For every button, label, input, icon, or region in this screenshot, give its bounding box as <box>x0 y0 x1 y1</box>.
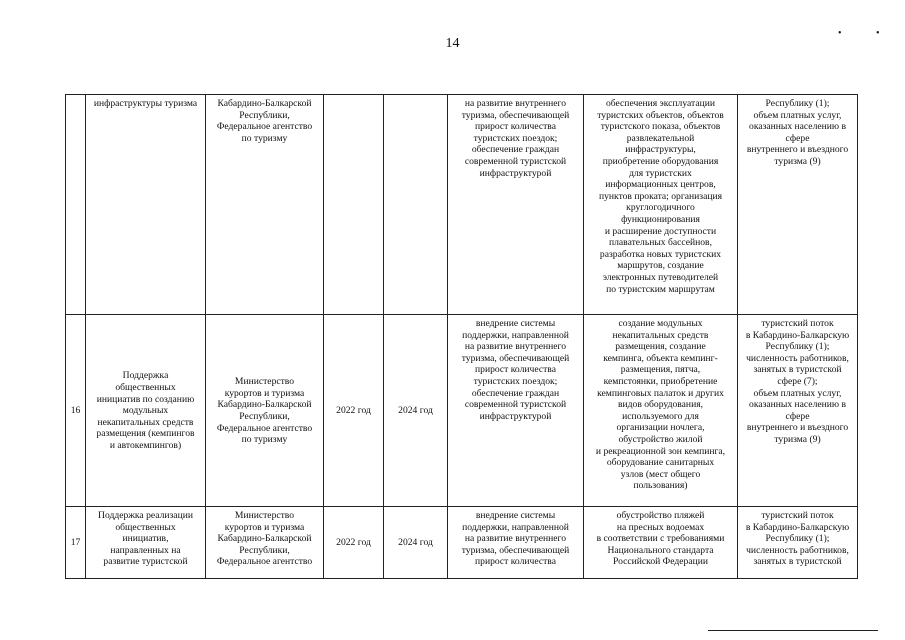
table-row <box>66 507 858 579</box>
corner-mark: • <box>838 28 842 39</box>
end-year-cell: 2024 год <box>384 315 448 507</box>
start-year-cell: 2022 год <box>324 507 384 579</box>
row-number-cell: 17 <box>66 507 86 579</box>
start-year-cell: 2022 год <box>324 315 384 507</box>
indicators-cell: туристский поток в Кабардино-Балкарскую Республику (1); численность работников, занятых в туристской <box>738 507 858 579</box>
indicators-cell: туристский поток в Кабардино-Балкарскую Республику (1); численность работников, занятых в туристской сфере (7); объем платных услуг, оказанных населению в сфере внутреннего и въездного туризма (9) <box>738 315 858 507</box>
activities-cell: создание модульных некапитальных средств размещения, создание кемпинга, объекта кемпинг- размещения, пятча, кемпстоянки, приобретение кемпинговых палаток и других видов оборудования, используемого для организации ночлега, обустройство жилой и рекреационной зон кемпинга, оборудование санитарных узлов (мест общего пользования) <box>584 315 738 507</box>
measure-name-cell: Поддержка общественных инициатив по созданию модульных некапитальных средств размещения (кемпингов и автокемпингов) <box>86 315 206 507</box>
table-row <box>66 95 858 315</box>
executor-cell: Министерство курортов и туризма Кабардино-Балкарской Республики, Федеральное агентство <box>206 507 324 579</box>
measure-name-cell: Поддержка реализации общественных инициатив, направленных на развитие туристской <box>86 507 206 579</box>
activities-cell: обустройство пляжей на пресных водоемах в соответствии с требованиями Национального стандарта Российской Федерации <box>584 507 738 579</box>
start-year-cell <box>324 95 384 315</box>
footer-line <box>708 630 878 631</box>
row-number-cell: 16 <box>66 315 86 507</box>
end-year-cell <box>384 95 448 315</box>
direct-result-cell: на развитие внутреннего туризма, обеспечивающей прирост количества туристских поездок; обеспечение граждан современной туристской инфраструктурой <box>448 95 584 315</box>
page-number: 14 <box>445 36 460 51</box>
indicators-cell: Республику (1); объем платных услуг, оказанных населению в сфере внутреннего и въездного туризма (9) <box>738 95 858 315</box>
executor-cell: Кабардино-Балкарской Республики, Федеральное агентство по туризму <box>206 95 324 315</box>
corner-mark: • <box>876 28 880 39</box>
table-row <box>66 315 858 507</box>
measures-table <box>65 94 858 579</box>
executor-cell: Министерство курортов и туризма Кабардино-Балкарской Республики, Федеральное агентство по туризму <box>206 315 324 507</box>
direct-result-cell: внедрение системы поддержки, направленной на развитие внутреннего туризма, обеспечивающей прирост количества туристских поездок; обеспечение граждан современной туристской инфраструктурой <box>448 315 584 507</box>
row-number-cell <box>66 95 86 315</box>
end-year-cell: 2024 год <box>384 507 448 579</box>
measure-name-cell: инфраструктуры туризма <box>86 95 206 315</box>
activities-cell: обеспечения эксплуатации туристских объектов, объектов туристского показа, объектов развлекательной инфраструктуры, приобретение оборудования для туристских информационных центров, пунктов проката; организация круглогодичного функционирования и расширение доступности плавательных бассейнов, разработка новых туристских маршрутов, создание электронных путеводителей по туристским маршрутам <box>584 95 738 315</box>
direct-result-cell: внедрение системы поддержки, направленной на развитие внутреннего туризма, обеспечивающей прирост количества <box>448 507 584 579</box>
